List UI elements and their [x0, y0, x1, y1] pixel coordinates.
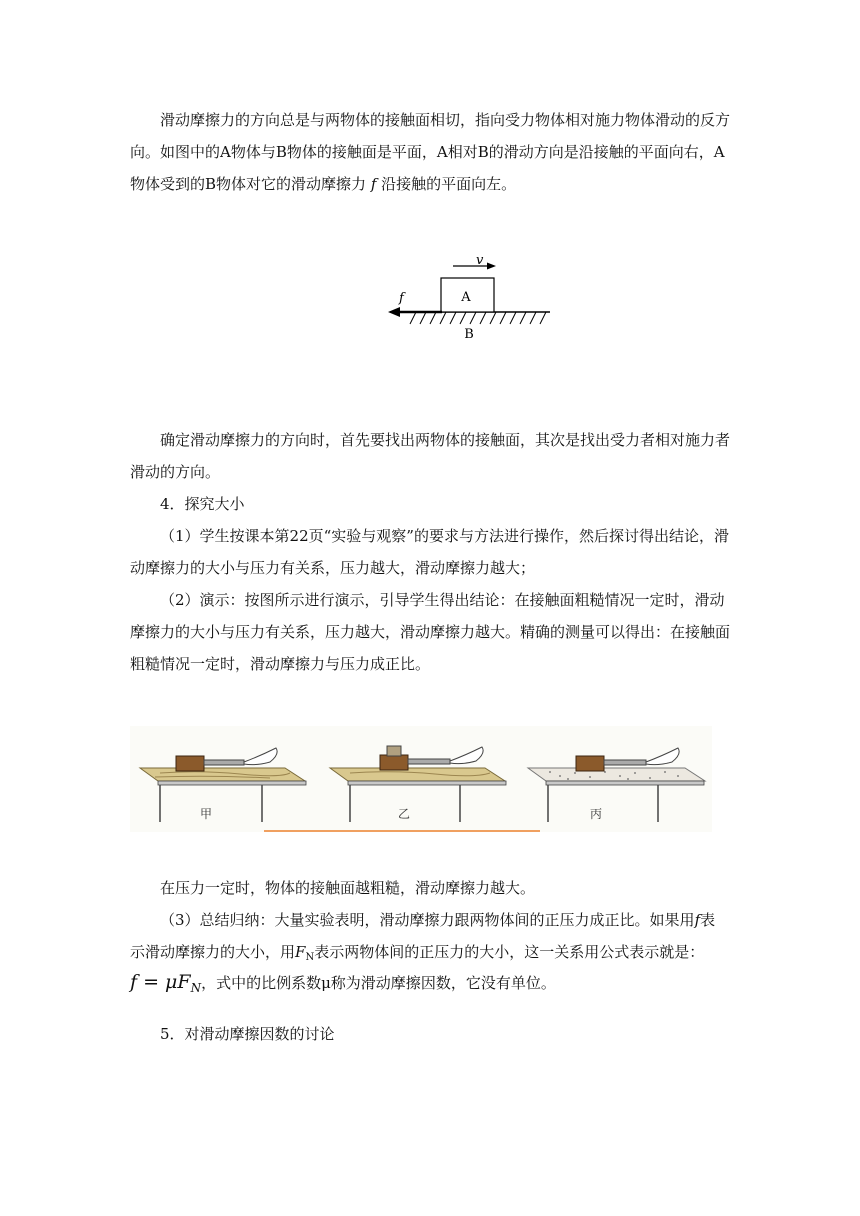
- summary-text-2: 表示滑动摩擦力的大小，用: [130, 911, 716, 961]
- friction-label: f: [399, 291, 404, 306]
- panel-label-2: 乙: [398, 807, 411, 821]
- summary-text-1: （3）总结归纳：大量实验表明，滑动摩擦力跟两物体间的正压力成正比。如果用: [160, 911, 695, 929]
- formula-explanation: ，式中的比例系数μ称为滑动摩擦因数，它没有单位。: [201, 974, 556, 992]
- figure-baseline: [264, 830, 540, 832]
- block-on-surface-diagram: [380, 250, 560, 350]
- paragraph-demonstration: （2）演示：按图所示进行演示，引导学生得出结论：在接触面粗糙情况一定时，滑动摩擦力的大小与压力有关系，压力越大，滑动摩擦力越大。精确的测量可以得出：在接触面粗糙情况一定时，滑动摩擦力与压力成正比。: [130, 591, 731, 673]
- surface-b-label: B: [464, 327, 474, 342]
- paragraph-roughness: 在压力一定时，物体的接触面越粗糙，滑动摩擦力越大。: [160, 879, 536, 897]
- velocity-label: v: [476, 253, 484, 268]
- summary-text-3: 表示两物体间的正压力的大小，这一关系用公式表示就是：: [314, 943, 705, 961]
- formula-line: [130, 966, 730, 1004]
- paragraph-determine-direction: 确定滑动摩擦力的方向时，首先要找出两物体的接触面，其次是找出受力者相对施力者滑动的方向。: [130, 431, 731, 481]
- symbol-N: N: [305, 952, 315, 963]
- paragraph-friction-direction: [130, 104, 730, 200]
- paragraph-text: 滑动摩擦力的方向总是与两物体的接触面相切，指向受力物体相对施力物体滑动的反方向。如图中的A物体与B物体的接触面是平面，A相对B的滑动方向是沿接触的平面向右，A物体受到的B物体对它的滑动摩擦力: [130, 111, 731, 193]
- friction-experiment-figure: [130, 726, 712, 832]
- panel-label-3: 丙: [590, 807, 603, 821]
- section-heading-5: 5．对滑动摩擦因数的讨论: [160, 1025, 335, 1043]
- friction-symbol: f: [370, 175, 377, 193]
- friction-formula: f = μF: [130, 971, 191, 993]
- velocity-arrow-icon: [487, 263, 496, 270]
- symbol-F: F: [295, 943, 306, 961]
- friction-arrow-icon: [388, 307, 400, 317]
- paragraph-student-experiment: （1）学生按课本第22页“实验与观察”的要求与方法进行操作，然后探讨得出结论，滑动摩擦力的大小与压力有关系，压力越大，滑动摩擦力越大；: [130, 527, 729, 577]
- paragraph-summary: [130, 904, 730, 974]
- panel-label-1: 甲: [200, 807, 213, 821]
- block-a-label: A: [461, 290, 471, 305]
- formula-subscript: N: [190, 981, 202, 995]
- paragraph-tail: 沿接触的平面向左。: [381, 175, 517, 193]
- section-heading-4: 4．探究大小: [160, 495, 245, 513]
- symbol-f: f: [694, 911, 701, 929]
